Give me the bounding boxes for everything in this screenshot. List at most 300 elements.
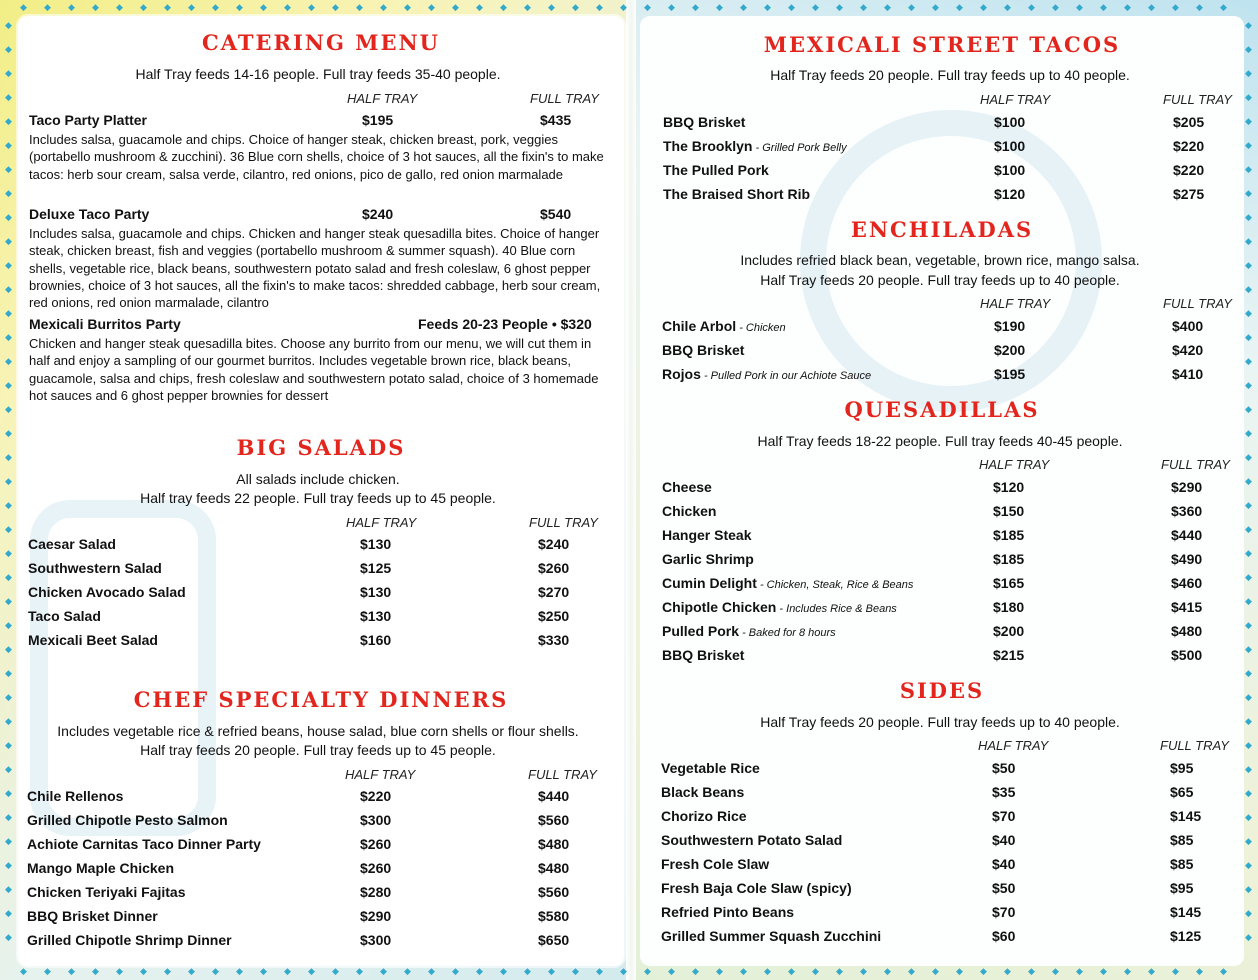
border-dot: ◆ [92,2,102,12]
menu-row [662,551,1252,575]
border-dot: ◆ [5,20,15,30]
full-price: $490 [1171,551,1203,567]
border-dot: ◆ [500,966,510,976]
full-price: $145 [1170,904,1202,920]
border-dot: ◆ [5,212,15,222]
border-dot: ◆ [5,500,15,510]
border-dot: ◆ [332,2,342,12]
menu-row [27,908,617,932]
catering-item-description: Includes salsa, guacamole and chips. Chicken and hanger steak quesadilla bites. Choice of hanger steak, chicken breast, fish and veggies (portabello mushroom & summer squash). 40 Blue corn shells, vegetable rice, black beans, southwestern potato salad and fresh coleslaw, 6 ghost pepper brownies, choice of 3 hot sauces, all the fixin's to make tacos: shredded cabbage, herb sour cream, red onions, red onion marmalade, cilantro [29,226,601,311]
border-dot: ◆ [1052,966,1062,976]
border-dot: ◆ [5,404,15,414]
party-price: Feeds 20-23 People • $320 [418,316,592,332]
border-dot: ◆ [428,2,438,12]
half-price: $280 [360,884,392,900]
full-price: $480 [1171,623,1203,639]
menu-row [661,808,1251,832]
border-dot: ◆ [1028,2,1038,12]
item-name-text: Achiote Carnitas Taco Dinner Party [27,836,261,852]
border-dot: ◆ [1245,140,1255,150]
half-price: $300 [360,812,392,828]
item-name [27,836,261,852]
item-name-text: Southwestern Potato Salad [661,832,843,848]
full-price: $560 [538,884,570,900]
border-dot: ◆ [5,572,15,582]
salads-full-header: FULL TRAY [529,515,598,530]
item-name: Taco Party Platter [29,112,148,128]
border-dot: ◆ [5,860,15,870]
half-price: $290 [360,908,392,924]
border-dot: ◆ [1245,308,1255,318]
border-dot: ◆ [932,966,942,976]
border-dot: ◆ [5,44,15,54]
border-dot: ◆ [692,2,702,12]
border-dot: ◆ [1100,2,1110,12]
border-dot: ◆ [1245,620,1255,630]
item-name [662,647,744,663]
border-dot: ◆ [956,966,966,976]
border-dot: ◆ [908,966,918,976]
item-name [27,932,232,948]
border-dot: ◆ [1245,764,1255,774]
full-price: $420 [1172,342,1204,358]
half-price: $100 [994,138,1026,154]
item-name: Mexicali Burritos Party [29,316,181,332]
full-price: $95 [1170,880,1194,896]
border-dot: ◆ [5,260,15,270]
half-price: $70 [992,904,1016,920]
border-dot: ◆ [1245,212,1255,222]
border-dot: ◆ [5,644,15,654]
full-price: $560 [538,812,570,828]
menu-row [28,632,618,656]
border-dot: ◆ [452,966,462,976]
half-price: $185 [993,527,1025,543]
item-subtitle: - Pulled Pork in our Achiote Sauce [700,370,872,382]
sides-note: Half Tray feeds 20 people. Full tray feeds up to 40 people. [760,714,1120,730]
item-name-text: Black Beans [661,784,745,800]
half-price: $220 [360,788,392,804]
item-name-text: Grilled Chipotle Shrimp Dinner [27,932,232,948]
border-dot: ◆ [620,966,630,976]
full-price: $650 [538,932,570,948]
item-name-text: Cumin Delight [662,575,757,591]
border-dot: ◆ [5,116,15,126]
border-dot: ◆ [68,2,78,12]
border-dot: ◆ [620,2,630,12]
catering-half-header: HALF TRAY [347,91,418,106]
enchiladas-full-header: FULL TRAY [1163,296,1232,311]
menu-row [663,114,1253,138]
full-price: $95 [1170,760,1194,776]
border-dot: ◆ [5,788,15,798]
border-dot: ◆ [5,476,15,486]
border-dot: ◆ [908,2,918,12]
salads-title: BIG SALADS [236,435,406,460]
menu-row [27,884,617,908]
item-name [661,784,744,800]
dinners-title: CHEF SPECIALTY DINNERS [133,687,509,712]
item-name-text: Cheese [662,479,712,495]
border-dot: ◆ [1245,164,1255,174]
border-dot: ◆ [5,740,15,750]
item-name-text: Refried Pinto Beans [661,904,795,920]
border-dot: ◆ [5,764,15,774]
item-name [662,599,897,615]
half-price: $195 [362,112,394,128]
item-name [663,186,810,202]
menu-row [661,904,1251,928]
menu-row [661,832,1251,856]
menu-row [663,186,1253,210]
menu-row [28,536,618,560]
border-dot: ◆ [1245,740,1255,750]
border-dot: ◆ [1245,860,1255,870]
border-dot: ◆ [5,140,15,150]
border-dot: ◆ [1245,908,1255,918]
border-dot: ◆ [5,692,15,702]
border-dot: ◆ [1245,380,1255,390]
border-dot: ◆ [1245,188,1255,198]
item-name-text: Fresh Baja Cole Slaw (spicy) [661,880,852,896]
dinners-note-2: Half tray feeds 20 people. Full tray feeds up to 45 people. [140,742,496,758]
half-price: $240 [362,206,394,222]
full-price: $275 [1173,186,1205,202]
border-dot: ◆ [44,966,54,976]
menu-row [662,366,1252,390]
border-dot: ◆ [644,2,654,12]
border-dot: ◆ [1028,966,1038,976]
menu-row [662,527,1252,551]
item-name-text: Chicken Avocado Salad [28,584,186,600]
catering-item-description: Chicken and hanger steak quesadilla bites. Choose any burrito from our menu, we will cut them in half and enjoy a sampling of our gourmet burritos. Includes vegetable brown rice, black beans, guacamole, salsa and chips, fresh coleslaw and southwestern potato salad, choice of 3 homemade hot sauces and 6 ghost pepper brownies for dessert [29,336,599,403]
border-dot: ◆ [1245,548,1255,558]
quesadillas-note: Half Tray feeds 18-22 people. Full tray feeds 40-45 people. [757,433,1123,449]
border-dot: ◆ [1172,2,1182,12]
catering-note: Half Tray feeds 14-16 people. Full tray feeds 35-40 people. [135,66,501,82]
border-dot: ◆ [1052,2,1062,12]
border-dot: ◆ [716,2,726,12]
border-dot: ◆ [740,966,750,976]
border-dot: ◆ [5,92,15,102]
border-dot: ◆ [5,716,15,726]
border-dot: ◆ [980,2,990,12]
item-name [662,318,786,334]
menu-row [27,788,617,812]
item-name [662,527,751,543]
item-name [662,551,754,567]
half-price: $260 [360,860,392,876]
dinners-note: Includes vegetable rice & refried beans, house salad, blue corn shells or flour shells. [57,723,579,739]
catering-item-description: Includes salsa, guacamole and chips. Choice of hanger steak, chicken breast, pork, veggies (portabello mushroom & zucchini). 36 Blue corn shells, choice of 3 hot sauces, all the fixin's to make tacos: herb sour cream, salsa verde, cilantro, red onions, pico de gallo, red onion marmalade [29,132,604,182]
half-price: $100 [994,162,1026,178]
border-dot: ◆ [356,2,366,12]
full-price: $65 [1170,784,1194,800]
border-dot: ◆ [668,2,678,12]
item-name-text: Chicken [662,503,717,519]
sides-title: SIDES [899,678,985,703]
border-dot: ◆ [5,884,15,894]
enchiladas-note-2: Half Tray feeds 20 people. Full tray feeds up to 40 people. [760,272,1120,288]
menu-row [663,138,1253,162]
border-dot: ◆ [1004,2,1014,12]
border-dot: ◆ [5,620,15,630]
item-name [662,503,716,519]
item-name [27,908,158,924]
border-dot: ◆ [44,2,54,12]
item-subtitle: - Chicken [736,322,786,334]
border-dot: ◆ [164,966,174,976]
border-dot: ◆ [380,2,390,12]
menu-row [27,932,617,956]
item-name-text: Garlic Shrimp [662,551,754,567]
full-price: $460 [1171,575,1203,591]
full-price: $440 [1171,527,1203,543]
border-dot: ◆ [284,966,294,976]
item-name-text: Chile Rellenos [27,788,124,804]
full-price: $85 [1170,856,1194,872]
border-dot: ◆ [236,2,246,12]
border-dot: ◆ [1245,68,1255,78]
menu-row [27,860,617,884]
item-name-text: Rojos [662,366,701,382]
item-name-text: BBQ Brisket [662,342,745,358]
salads-note-2: Half tray feeds 22 people. Full tray feeds up to 45 people. [140,490,496,506]
half-price: $160 [360,632,392,648]
border-dot: ◆ [236,966,246,976]
full-price: $440 [538,788,570,804]
item-name-text: Grilled Chipotle Pesto Salmon [27,812,228,828]
half-price: $50 [992,760,1016,776]
border-dot: ◆ [332,966,342,976]
half-price: $50 [992,880,1016,896]
border-dot: ◆ [380,966,390,976]
border-dot: ◆ [1245,92,1255,102]
sides-half-header: HALF TRAY [978,738,1049,753]
catering-title: CATERING MENU [202,30,440,55]
border-dot: ◆ [188,966,198,976]
item-name-text: Fresh Cole Slaw [661,856,770,872]
border-dot: ◆ [5,380,15,390]
item-name-text: Grilled Summer Squash Zucchini [661,928,882,944]
quesadillas-half-header: HALF TRAY [979,457,1050,472]
item-name-text: The Pulled Pork [663,162,769,178]
item-name [28,584,186,600]
tacos-half-header: HALF TRAY [980,92,1051,107]
full-price: $330 [538,632,570,648]
item-name [661,760,760,776]
border-dot: ◆ [5,164,15,174]
border-dot: ◆ [596,966,606,976]
border-dot: ◆ [596,2,606,12]
menu-row [662,318,1252,342]
full-price: $260 [538,560,570,576]
border-dot: ◆ [1245,788,1255,798]
border-dot: ◆ [1245,20,1255,30]
half-price: $260 [360,836,392,852]
menu-row [661,880,1251,904]
border-dot: ◆ [5,596,15,606]
border-dot: ◆ [116,2,126,12]
item-name-text: Vegetable Rice [661,760,760,776]
border-dot: ◆ [1220,2,1230,12]
border-dot: ◆ [836,2,846,12]
half-price: $35 [992,784,1016,800]
border-dot: ◆ [1245,884,1255,894]
item-subtitle: - Includes Rice & Beans [776,603,897,615]
border-dot: ◆ [668,966,678,976]
border-dot: ◆ [1245,116,1255,126]
border-dot: ◆ [980,966,990,976]
border-dot: ◆ [1100,966,1110,976]
border-dot: ◆ [1245,692,1255,702]
border-dot: ◆ [284,2,294,12]
item-name [662,366,871,382]
full-price: $240 [538,536,570,552]
border-dot: ◆ [260,2,270,12]
full-price: $125 [1170,928,1202,944]
border-dot: ◆ [5,332,15,342]
menu-row [662,575,1252,599]
border-dot: ◆ [5,428,15,438]
item-name [663,114,745,130]
border-dot: ◆ [1148,966,1158,976]
quesadillas-title: QUESADILLAS [844,397,1040,422]
border-dot: ◆ [1245,668,1255,678]
border-dot: ◆ [68,966,78,976]
half-price: $125 [360,560,392,576]
tacos-title: MEXICALI STREET TACOS [763,32,1121,57]
item-name [27,788,123,804]
item-name-text: Chorizo Rice [661,808,747,824]
item-name-text: Mango Maple Chicken [27,860,175,876]
border-dot: ◆ [1245,596,1255,606]
border-dot: ◆ [140,2,150,12]
item-name [27,860,174,876]
border-dot: ◆ [92,966,102,976]
menu-row [662,647,1252,671]
item-name-text: BBQ Brisket [663,114,746,130]
border-dot: ◆ [1245,524,1255,534]
border-dot: ◆ [860,2,870,12]
half-price: $130 [360,584,392,600]
item-name-text: BBQ Brisket Dinner [27,908,158,924]
half-price: $100 [994,114,1026,130]
menu-row [28,584,618,608]
border-dot: ◆ [1245,356,1255,366]
border-dot: ◆ [812,2,822,12]
border-dot: ◆ [212,966,222,976]
half-price: $200 [994,342,1026,358]
border-dot: ◆ [764,966,774,976]
border-dot: ◆ [1245,452,1255,462]
border-dot: ◆ [1245,476,1255,486]
full-price: $540 [540,206,572,222]
half-price: $120 [993,479,1025,495]
menu-row [662,342,1252,366]
border-dot: ◆ [1220,966,1230,976]
menu-row [662,623,1252,647]
item-name [28,560,162,576]
full-price: $480 [538,836,570,852]
border-dot: ◆ [500,2,510,12]
item-name-text: Hanger Steak [662,527,752,543]
border-dot: ◆ [788,966,798,976]
border-dot: ◆ [1004,966,1014,976]
border-dot: ◆ [548,2,558,12]
item-name-text: The Brooklyn [663,138,753,154]
menu-row [28,608,618,632]
full-price: $435 [540,112,572,128]
dinners-full-header: FULL TRAY [528,767,597,782]
border-dot: ◆ [1076,2,1086,12]
border-dot: ◆ [404,966,414,976]
full-price: $220 [1173,138,1205,154]
item-name [663,162,769,178]
item-name [28,632,158,648]
full-price: $85 [1170,832,1194,848]
border-dot: ◆ [356,966,366,976]
tacos-note: Half Tray feeds 20 people. Full tray feeds up to 40 people. [770,67,1130,83]
border-dot: ◆ [572,966,582,976]
border-dot: ◆ [1245,836,1255,846]
border-dot: ◆ [1124,966,1134,976]
border-dot: ◆ [1148,2,1158,12]
border-dot: ◆ [1245,644,1255,654]
border-dot: ◆ [404,2,414,12]
item-name [28,536,116,552]
border-dot: ◆ [884,2,894,12]
salads-half-header: HALF TRAY [346,515,417,530]
enchiladas-title: ENCHILADAS [850,217,1034,242]
border-dot: ◆ [5,452,15,462]
full-price: $250 [538,608,570,624]
border-dot: ◆ [140,966,150,976]
border-dot: ◆ [1245,932,1255,942]
full-price: $415 [1171,599,1203,615]
border-dot: ◆ [1245,44,1255,54]
border-dot: ◆ [1245,716,1255,726]
salads-note: All salads include chicken. [236,471,400,487]
half-price: $190 [994,318,1026,334]
half-price: $40 [992,856,1016,872]
item-name [27,812,228,828]
menu-row [661,784,1251,808]
border-dot: ◆ [5,308,15,318]
border-dot: ◆ [1196,2,1206,12]
item-name: Deluxe Taco Party [29,206,150,222]
border-dot: ◆ [524,966,534,976]
full-price: $400 [1172,318,1204,334]
full-price: $360 [1171,503,1203,519]
menu-row [661,856,1251,880]
item-subtitle: - Chicken, Steak, Rice & Beans [756,579,914,591]
item-name [662,623,836,639]
border-dot: ◆ [572,2,582,12]
border-dot: ◆ [956,2,966,12]
item-name [661,856,769,872]
half-price: $130 [360,608,392,624]
border-dot: ◆ [428,966,438,976]
item-name [661,808,747,824]
half-price: $60 [992,928,1016,944]
border-dot: ◆ [644,966,654,976]
border-dot: ◆ [1245,404,1255,414]
border-dot: ◆ [20,966,30,976]
menu-row [661,928,1251,952]
item-subtitle: - Grilled Pork Belly [752,142,847,154]
border-dot: ◆ [308,966,318,976]
